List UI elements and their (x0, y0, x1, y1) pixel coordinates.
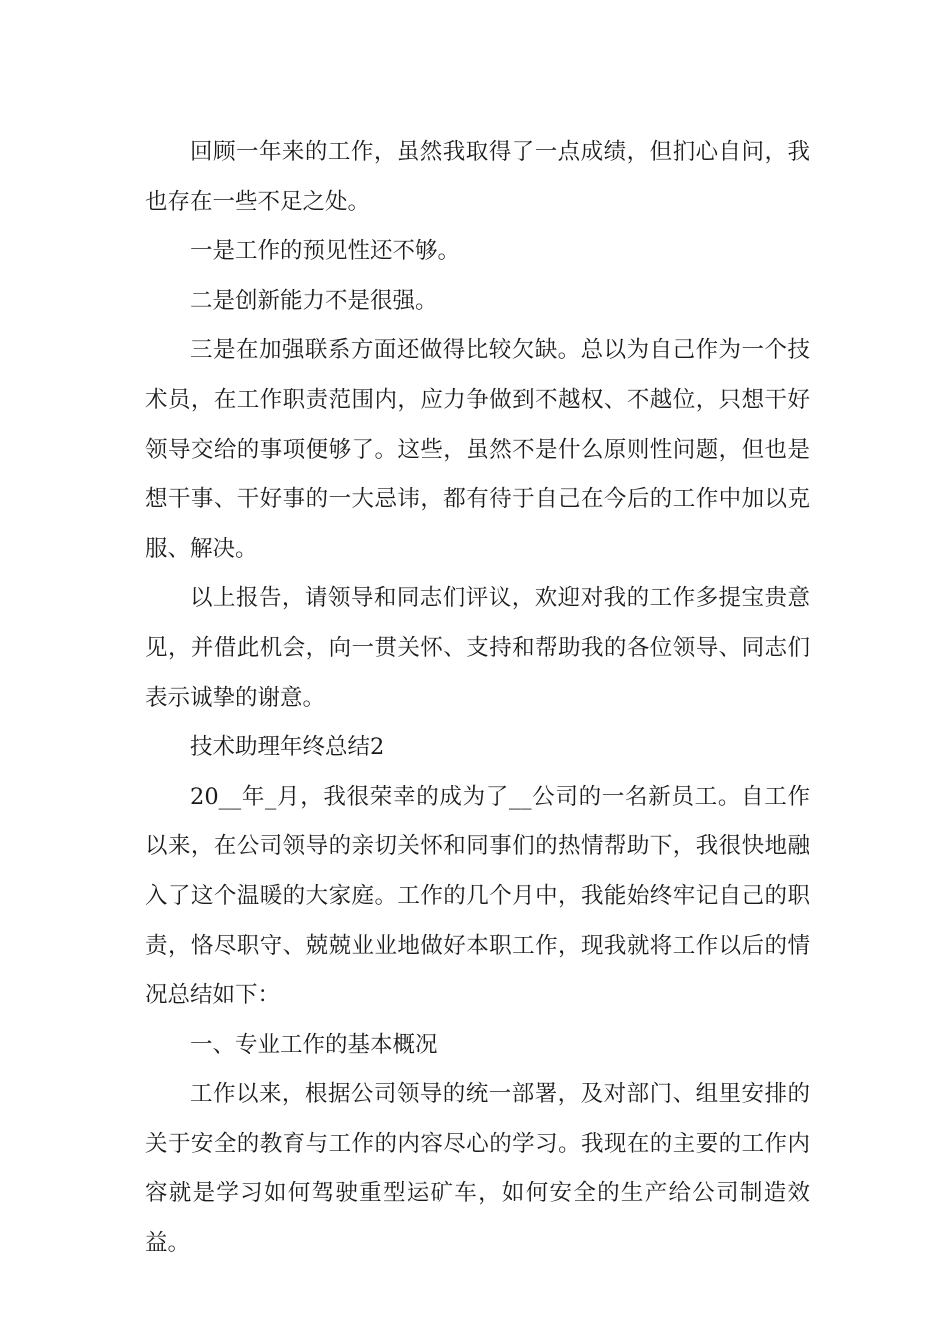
paragraph-point-two: 二是创新能力不是很强。 (190, 287, 438, 314)
paragraph-point-one: 一是工作的预见性还不够。 (190, 238, 461, 265)
section-heading: 技术助理年终总结2 (190, 734, 385, 761)
paragraph-work-overview: 工作以来，根据公司领导的统一部署，及对部门、组里安排的关于安全的教育与工作的内容尽心的学习。我现在的主要的工作内容就是学习如何驾驶重型运矿车，如何安全的生产给公司制造效益。 (145, 1081, 810, 1257)
paragraph-introduction: 20__年_月，我很荣幸的成为了__公司的一名新员工。自工作以来，在公司领导的亲切关怀和同事们的热情帮助下，我很快地融入了这个温暖的大家庭。工作的几个月中，我能始终牢记自己的职责，恪尽职守、兢兢业业地做好本职工作，现我就将工作以后的情况总结如下： (145, 783, 810, 1009)
paragraph-reflection: 回顾一年来的工作，虽然我取得了一点成绩，但扪心自问，我也存在一些不足之处。 (145, 139, 810, 215)
paragraph-point-three: 三是在加强联系方面还做得比较欠缺。总以为自己作为一个技术员，在工作职责范围内，应力争做到不越权、不越位，只想干好领导交给的事项便够了。这些，虽然不是什么原则性问题，但也是想干事、干好事的一大忌讳，都有待于自己在今后的工作中加以克服、解决。 (145, 337, 810, 562)
subsection-heading: 一、专业工作的基本概况 (190, 1031, 438, 1058)
paragraph-closing: 以上报告，请领导和同志们评议，欢迎对我的工作多提宝贵意见，并借此机会，向一贯关怀、支持和帮助我的各位领导、同志们表示诚挚的谢意。 (145, 585, 810, 711)
